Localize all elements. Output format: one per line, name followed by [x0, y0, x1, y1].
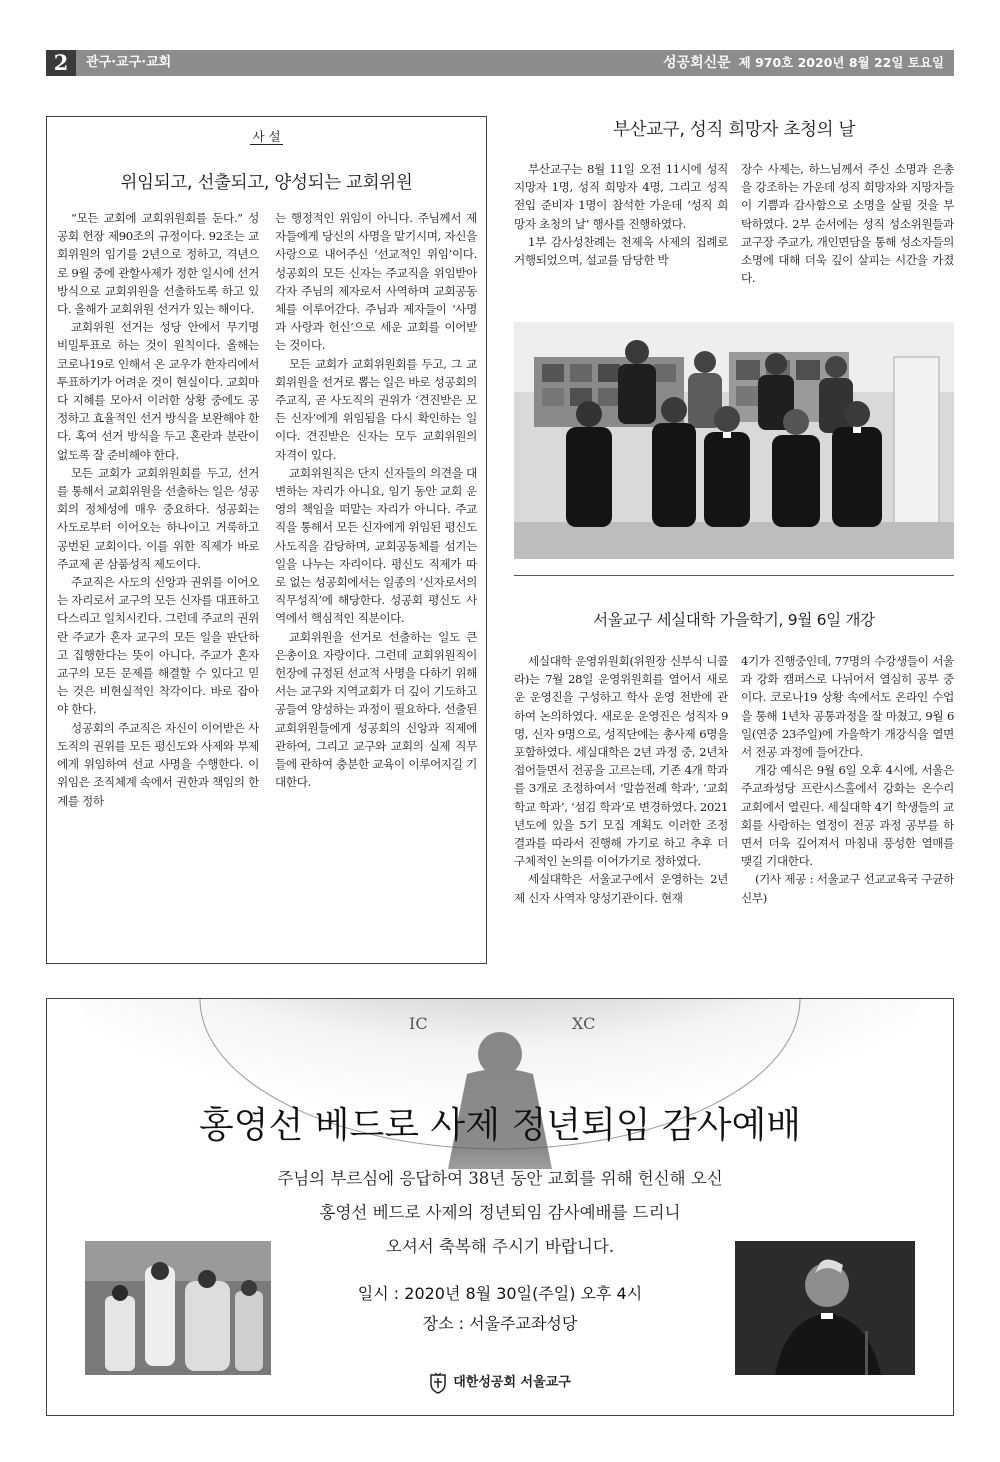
paragraph: 교회위원 선거는 성당 안에서 무기명 비밀투표로 하는 것이 원칙이다. 올해는 코로나19로 인해서 온 교우가 한자리에서 투표하기가 어려운 것이 현실이다. 교회마다 지혜를 모아서 이러한 상황 중에도 공정하고 효율적인 선거 방식을 보완해야 한다. 혹여 선거 방식을 두고 혼란과 분란이 없도록 잘 준비해야 한다.	[57, 320, 259, 462]
paper-name: 성공회신문	[663, 55, 731, 71]
seoul-article-title: 서울교구 세실대학 가을학기, 9월 6일 개강	[593, 611, 875, 629]
editorial-column-1	[57, 209, 259, 955]
busan-column-2	[741, 160, 954, 310]
paragraph: 장수 사제는, 하느님께서 주신 소명과 은총을 강조하는 가운데 성직 희망자와 지망자들이 기쁨과 감사함으로 소명을 살필 것을 부탁하였다. 2부 순서에는 성직 성소위원들과 교구장 주교가, 개인면담을 통해 성소자들의 소명에 대해 더욱 깊이 살피는 시간을 가졌다.	[741, 162, 954, 286]
editorial-title: 위임되고, 선출되고, 양성되는 교회위원	[120, 173, 413, 193]
paragraph: 교회위원직은 단지 신자들의 의견을 대변하는 자리가 아니요, 임기 동안 교회 운영의 책임을 떠맡는 자리가 아니다. 주교직을 통해서 모든 신자에게 위임된 평신도 사도직을 감당하며, 교회공동체를 섬기는 일을 나누는 자리이다. 평신도 직제가 따로 없는 성공회에서는 일종의 ‘신자로서의 직무성직’에 해당한다. 성공회 평신도 사역에서 핵심적인 직분이다.	[275, 465, 477, 626]
event-place: 장소 : 서울주교좌성당	[422, 1314, 578, 1333]
announcement-line-2: 홍영선 베드로 사제의 정년퇴임 감사예배를 드리니	[319, 1203, 681, 1222]
paragraph: 성공회의 주교직은 자신이 이어받은 사도직의 권위를 모든 평신도와 사제와 부제에게 위임하여 선교 사명을 수행한다. 이 위임은 조직체계 속에서 권한과 책임의 한계를 정하	[57, 720, 259, 808]
editorial-column-2	[275, 209, 477, 955]
retirement-announcement	[46, 998, 954, 1416]
section-name: 관구·교구·교회	[86, 55, 172, 70]
paragraph: 1부 감사성찬례는 천제욱 사제의 집례로 거행되었으며, 설교를 담당한 박	[514, 234, 728, 268]
announcement-title: 홍영선 베드로 사제 정년퇴임 감사예배	[198, 1105, 802, 1146]
ordination-photo	[85, 1241, 271, 1375]
section-divider	[514, 575, 954, 576]
announcement-line-1: 주님의 부르심에 응답하여 38년 동안 교회를 위해 헌신해 오신	[277, 1169, 723, 1188]
paragraph: 교회위원을 선거로 선출하는 일도 큰 은총이요 자랑이다. 그런데 교회위원직이 헌장에 규정된 선교적 사명을 다하기 위해서는 교구와 지역교회가 더 깊이 기도하고 공들여 양성하는 과정이 필요하다. 선출된 교회위원들에게 성공회의 신앙과 직제에 관하여, 그리고 교구와 교회의 실제 직무들에 관하여 충분한 교육이 이루어지길 기대한다.	[275, 629, 477, 790]
paragraph: 모든 교회가 교회위원회를 두고, 선거를 통해서 교회위원을 선출하는 일은 성공회의 정체성에 매우 중요하다. 성공회는 사도로부터 이어오는 하나이고 거룩하고 공번된 교회이다. 이를 위한 직제가 바로 주교제 곧 삼품성직 제도이다.	[57, 465, 259, 571]
diocese-crest-icon	[429, 1372, 447, 1394]
busan-article-title: 부산교구, 성직 희망자 초청의 날	[612, 120, 856, 140]
mosaic-letters-left: IC	[409, 1014, 428, 1033]
page-header	[46, 50, 954, 76]
paragraph: 개강 예식은 9월 6일 오후 4시에, 서울은 주교좌성당 프란시스홀에서 강화는 온수리교회에서 열린다. 세실대학 4기 학생들의 교회를 사랑하는 열정이 전공 과정 공부를 하면서 더욱 깊어져서 마침내 풍성한 열매를 맺길 기대한다.	[741, 763, 954, 869]
busan-column-1	[514, 160, 728, 310]
organization-name: 대한성공회 서울교구	[47, 1371, 953, 1394]
priest-portrait	[735, 1241, 915, 1375]
mosaic-letters-right: XC	[572, 1014, 596, 1033]
article-credit: (기사 제공 : 서울교구 선교교육국 구균하 신부)	[741, 872, 954, 905]
group-photo	[514, 322, 954, 559]
issue-date: 제 970호 2020년 8월 22일 토요일	[738, 55, 944, 70]
paragraph: 부산교구는 8월 11일 오전 11시에 성직 지망자 1명, 성직 희망자 4명, 그리고 성직 전입 준비자 1명이 참석한 가운데 ‘성직 희망자 초청의 날’ 행사를 진행하였다.	[514, 162, 728, 231]
announcement-line-3: 오셔서 축복해 주시기 바랍니다.	[385, 1237, 615, 1256]
paragraph: 주교직은 사도의 신앙과 권위를 이어오는 자리로서 교구의 모든 신자를 대표하고 다스리고 일치시킨다. 그런데 주교의 권위란 주교가 혼자 교구의 모든 일을 판단하고 집행한다는 뜻이 아니다. 주교가 혼자 교구의 모든 문제를 해결할 수 있다고 믿는 것은 비현실적인 착각이다. 바로 잡아야 한다.	[57, 575, 259, 717]
masthead-info	[663, 50, 944, 76]
editorial-box	[46, 116, 487, 964]
seoul-column-1	[514, 652, 728, 970]
page-number: 2	[46, 50, 76, 76]
editorial-label: 사 설	[252, 129, 281, 144]
seoul-column-2	[741, 652, 954, 970]
paragraph: 는 행정적인 위임이 아니다. 주님께서 제자들에게 당신의 사명을 맡기시며, 자신을 사랑으로 내어주신 ‘선교적인 위임’이다. 성공회의 모든 신자는 주교직을 위임받아 각자 주님의 제자로서 사역하며 교회공동체를 이루어간다. 주님과 제자들이 ‘사명과 사랑과 헌신’으로 세운 교회를 이어받는 것이다.	[275, 211, 477, 353]
paragraph: “모든 교회에 교회위원회를 둔다.” 성공회 헌장 제90조의 규정이다. 92조는 교회위원의 임기를 2년으로 정하고, 격년으로 9월 중에 관할사제가 정한 일시에 선거 방식으로 교회위원을 선출하도록 하고 있다. 올해가 교회위원 선거가 있는 해이다.	[57, 211, 259, 317]
paragraph: 세실대학 운영위원회(위원장 신부식 니콜라)는 7월 28일 운영위원회를 열어서 새로운 운영진을 구성하고 학사 운영 전반에 관하여 논의하였다. 새로운 운영진은 성직자 9명, 신자 9명으로, 성직단에는 총사제 6명을 포함하였다. 세실대학은 2년 과정 중, 2년차 접어들면서 전공을 고르는데, 기존 4개 학과를 3개로 조정하여서 ‘말씀전례 학과’, ‘교회학교 학과’, ‘섬김 학과’로 변경하였다. 2021년도에 있을 5기 모집 계획도 이러한 조정 결과를 따라서 진행해 가기로 하고 추후 더 구체적인 논의를 이어가기로 정하였다.	[514, 654, 728, 869]
paragraph: 모든 교회가 교회위원회를 두고, 그 교회위원을 선거로 뽑는 일은 바로 성공회의 주교직, 곧 사도직의 권위가 ‘견진받은 모든 신자’에게 위임됨을 다시 확인하는 일이다. 견진받은 신자는 모두 교회위원의 자격이 있다.	[275, 356, 477, 462]
paragraph: 세실대학은 서울교구에서 운영하는 2년제 신자 사역자 양성기관이다. 현재	[514, 872, 728, 905]
event-date: 일시 : 2020년 8월 30일(주일) 오후 4시	[357, 1284, 643, 1303]
paragraph: 4기가 진행중인데, 77명의 수강생들이 서울과 강화 캠퍼스로 나뉘어서 열심히 공부 중이다. 코로나19 상황 속에서도 온라인 수업을 통해 1년차 공통과정을 잘 마쳤고, 9월 6일(연중 23주일)에 가을학기 개강식을 열면서 전공 과정에 들어간다.	[741, 654, 954, 760]
